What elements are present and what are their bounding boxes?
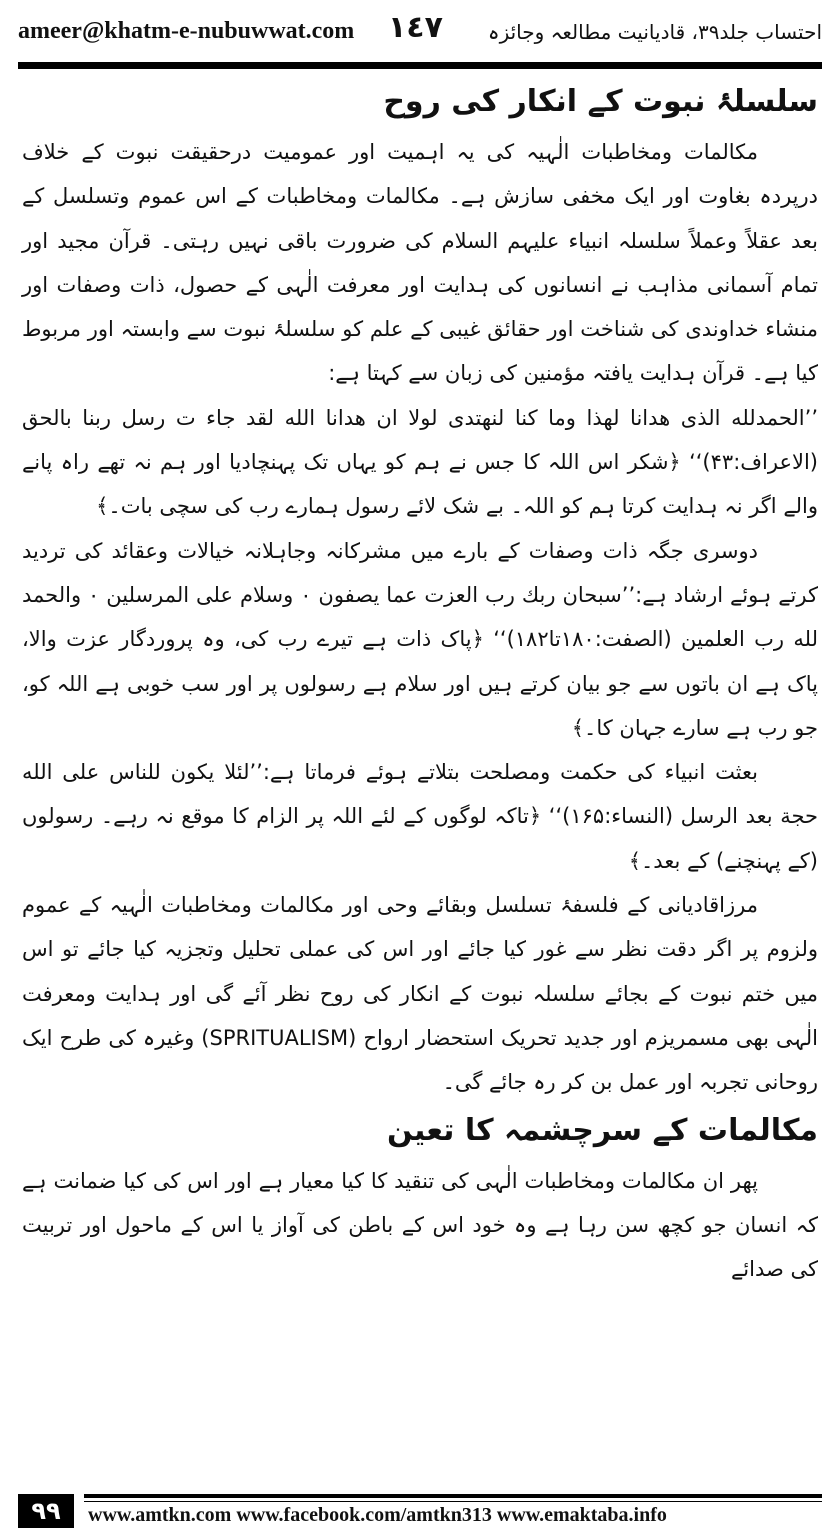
section-heading-denial-of-prophethood: سلسلۂ نبوت کے انکار کی روح <box>383 84 818 119</box>
body-paragraph: مکالمات ومخاطبات الٰہیہ کی یہ اہمیت اور عمومیت درحقیقت نبوت کے خلاف درپردہ بغاوت اور ایک مخفی سازش ہے۔ مکالمات ومخاطبات کے اس عموم وتسلسل کے بعد عقلاً وعملاً سلسلہ انبیاء علیہم السلام کی ضرورت باقی نہیں رہتی۔ قرآن مجید اور تمام آسمانی مذاہب نے انسانوں کی ہدایت اور معرفت الٰہی کے حصول، ذات وصفات اور منشاء خداوندی کی شناخت اور حقائق غیبی کے علم کو سلسلۂ نبوت سے وابستہ اور مربوط کیا ہے۔ قرآن ہدایت یافتہ مؤمنین کی زبان سے کہتا ہے: <box>22 140 818 386</box>
footer-rule-thin <box>84 1501 822 1502</box>
footer-page-number: ۹۹ <box>18 1494 74 1528</box>
body-paragraph: مرزاقادیانی کے فلسفۂ تسلسل وبقائے وحی اور مکالمات ومخاطبات الٰہیہ کے عموم ولزوم پر اگر دقت نظر سے غور کیا جائے اور اس کی عملی تحلیل وتجزیہ کیا جائے تو اس میں ختم نبوت کے بجائے سلسلہ نبوت کے انکار کی روح نظر آئے گی اور ہدایت ومعرفت الٰہی بھی مسمریزم اور جدید تحریک استحضار ارواح (SPRITUALISM) وغیرہ کی طرح ایک روحانی تجربہ اور عمل بن کر رہ جائے گی۔ <box>22 893 818 1095</box>
header-page-number: ١٤٧ <box>388 10 443 45</box>
page-footer <box>18 1492 822 1532</box>
footer-rule <box>84 1494 822 1498</box>
header-email: ameer@khatm-e-nubuwwat.com <box>18 18 355 44</box>
page-header <box>18 8 822 58</box>
section-heading-source-of-dialogues: مکالمات کے سرچشمہ کا تعین <box>386 1112 818 1148</box>
page-body <box>22 76 818 1291</box>
body-paragraph: بعثت انبیاء کی حکمت ومصلحت بتلاتے ہوئے فرماتا ہے:’’لئلا یکون للناس علی الله حجة بعد الرسل (النساء:۱۶۵)‘‘ ﴿تاکہ لوگوں کے لئے اللہ پر الزام کا موقع نہ رہے۔ رسولوں (کے پہنچنے) کے بعد۔﴾ <box>22 760 818 873</box>
footer-links: www.amtkn.com www.facebook.com/amtkn313 www.emaktaba.info <box>88 1504 667 1526</box>
body-paragraph: پھر ان مکالمات ومخاطبات الٰہی کی تنقید کا کیا معیار ہے اور اس کی کیا ضمانت ہے کہ انسان جو کچھ سن رہا ہے وہ خود اس کے باطن کی آواز یا اس کے ماحول اور تربیت کی صدائے <box>22 1168 818 1282</box>
header-rule <box>18 62 822 69</box>
body-paragraph: دوسری جگہ ذات وصفات کے بارے میں مشرکانہ وجاہلانہ خیالات وعقائد کی تردید کرتے ہوئے ارشاد ہے:’’سبحان ربك رب العزت عما یصفون ۰ وسلام علی المرسلین ۰ والحمد لله رب العلمین (الصفت:۱۸۰تا۱۸۲)‘‘ ﴿پاک ذات ہے تیرے رب کی، وہ پروردگار عزت والا، پاک ہے ان باتوں سے جو بیان کرتے ہیں اور سلام ہے رسولوں پر اور سب خوبی ہے اللہ کو، جو رب ہے سارے جہان کا۔﴾ <box>22 538 818 740</box>
quran-quote-paragraph: ’’الحمدلله الذی هدانا لهذا وما کنا لنهتدی لولا ان هدانا الله لقد جاء ت رسل ربنا بالحق (الاعراف:۴۳)‘‘ ﴿شکر اس اللہ کا جس نے ہم کو یہاں تک پہنچادیا اور ہم نہ تھے راہ پانے والے اگر نہ ہدایت کرتا ہم کو اللہ۔ بے شک لائے رسول ہمارے رب کی سچی بات۔﴾ <box>22 405 818 519</box>
running-title: احتساب جلد۳۹، قادیانیت مطالعہ وجائزہ <box>487 20 822 44</box>
